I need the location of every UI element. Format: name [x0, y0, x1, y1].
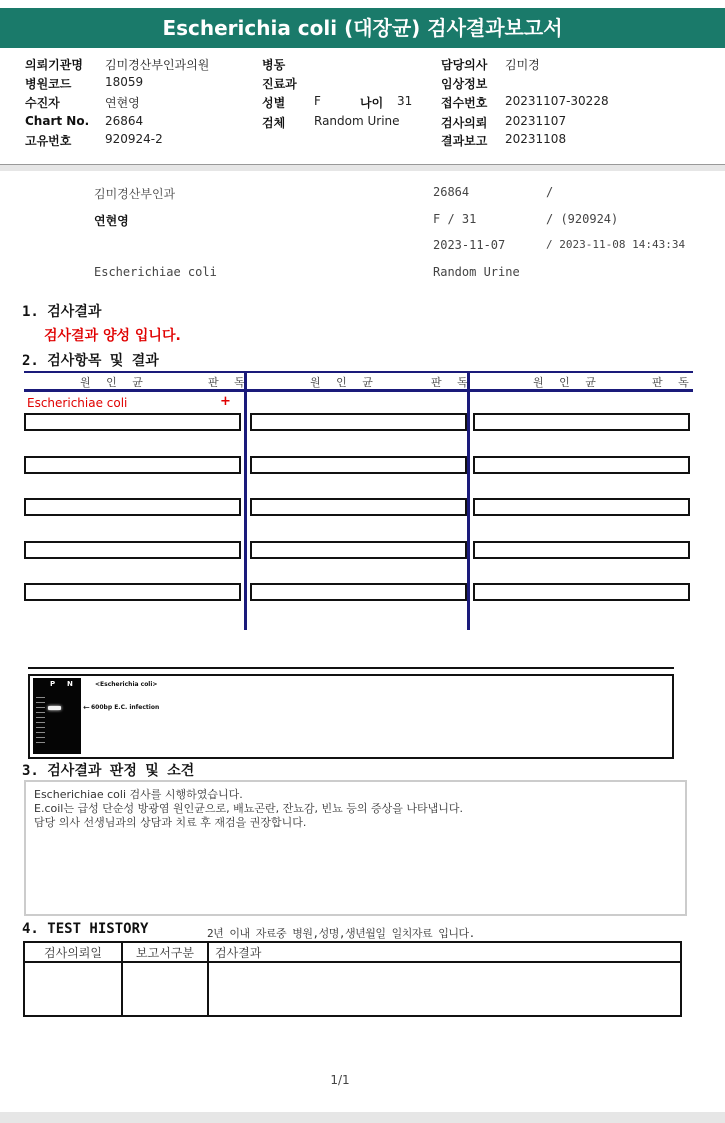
gel-caption: <Escherichia coli> — [95, 681, 158, 688]
result-box — [250, 456, 467, 474]
section4-title: 4. TEST HISTORY — [22, 921, 149, 937]
test-history-header-row — [24, 942, 681, 962]
result-box — [24, 498, 241, 516]
result-box — [250, 583, 467, 601]
result-box — [473, 413, 690, 431]
gel-lane-label-n: N — [67, 680, 73, 688]
label-clinical-info: 임상정보 — [441, 77, 488, 91]
col-header-judgement-1: 판 독 — [208, 376, 251, 389]
label-doctor: 담당의사 — [441, 58, 488, 72]
value-unique-id: 920924-2 — [105, 132, 163, 146]
gel-band-arrow-icon: ← — [83, 703, 90, 712]
result-box — [24, 456, 241, 474]
result-box — [24, 583, 241, 601]
result-positive-text: 검사결과 양성 입니다. — [44, 328, 181, 344]
summary-id: / (920924) — [546, 212, 619, 226]
header-gray-band — [0, 165, 725, 171]
table-cell — [122, 962, 208, 1016]
remarks-box — [24, 780, 687, 916]
result-box — [250, 498, 467, 516]
col-header-pathogen-1: 원 인 균 — [80, 376, 149, 389]
value-specimen: Random Urine — [314, 114, 400, 128]
result-box — [250, 413, 467, 431]
result-box — [473, 498, 690, 516]
label-patient: 수진자 — [25, 96, 60, 110]
gel-top-line — [28, 667, 674, 669]
label-sex: 성별 — [262, 96, 286, 110]
value-chart-no: 26864 — [105, 114, 144, 128]
col-report-type: 보고서구분 — [122, 942, 208, 962]
summary-chart: 26864 — [433, 185, 470, 199]
result-box — [250, 541, 467, 559]
summary-report-time: / 2023-11-08 14:43:34 — [546, 238, 686, 251]
value-request-date: 20231107 — [505, 114, 567, 128]
section3-title: 3. 검사결과 판정 및 소견 — [22, 763, 195, 779]
summary-slash: / — [546, 185, 554, 199]
result-item-name: Escherichiae coli — [27, 396, 128, 410]
label-unique-id: 고유번호 — [25, 134, 72, 148]
table-cell — [24, 962, 122, 1016]
label-hospital-code: 병원코드 — [25, 77, 72, 91]
gel-ladder — [36, 693, 45, 743]
value-receipt-no: 20231107-30228 — [505, 94, 609, 108]
label-chart-no: Chart No. — [25, 114, 90, 128]
section1-title: 1. 검사결과 — [22, 304, 102, 320]
remarks-line: 담당 의사 선생님과의 상담과 치료 후 재검을 권장합니다. — [34, 816, 307, 829]
footer-gray-band — [0, 1112, 725, 1123]
value-age: 31 — [397, 94, 413, 108]
summary-clinic: 김미경산부인과 — [94, 187, 176, 201]
summary-specimen: Random Urine — [433, 265, 520, 279]
label-receipt-no: 접수번호 — [441, 96, 488, 110]
col-test-result: 검사결과 — [208, 942, 681, 962]
value-sex: F — [314, 94, 321, 108]
result-box — [24, 541, 241, 559]
label-ward: 병동 — [262, 58, 286, 72]
gel-positive-band — [48, 706, 61, 710]
label-department: 진료과 — [262, 77, 297, 91]
label-report-date: 결과보고 — [441, 134, 488, 148]
results-table-top-border — [24, 371, 693, 373]
results-column-divider-2 — [467, 371, 470, 630]
test-history-empty-row — [24, 962, 681, 1016]
value-doctor: 김미경 — [505, 58, 540, 72]
page-number: 1/1 — [330, 1073, 350, 1087]
label-request-date: 검사의뢰 — [441, 116, 488, 130]
col-header-judgement-2: 판 독 — [431, 376, 474, 389]
result-box — [473, 541, 690, 559]
value-referring-institution: 김미경산부인과의원 — [105, 58, 210, 72]
summary-name: 연현영 — [94, 214, 129, 228]
summary-test: Escherichiae coli — [94, 265, 217, 279]
test-history-table — [23, 941, 682, 1017]
result-box — [473, 583, 690, 601]
remarks-line: Escherichiae coli 검사를 시행하였습니다. — [34, 788, 243, 801]
report-title: Escherichia coli (대장균) 검사결과보고서 — [0, 8, 725, 48]
result-box — [24, 413, 241, 431]
gel-lane-label-p: P — [50, 680, 56, 688]
label-specimen: 검체 — [262, 116, 286, 130]
header-info — [0, 48, 725, 158]
value-patient: 연현영 — [105, 96, 140, 110]
table-cell — [208, 962, 681, 1016]
value-hospital-code: 18059 — [105, 75, 144, 89]
summary-date: 2023-11-07 — [433, 238, 506, 252]
label-referring-institution: 의뢰기관명 — [25, 58, 83, 72]
result-item-value: + — [220, 394, 231, 409]
results-column-divider-1 — [244, 371, 247, 630]
value-report-date: 20231108 — [505, 132, 567, 146]
section4-note: 2년 이내 자료중 병원,성명,생년월일 일치자료 입니다. — [207, 927, 475, 940]
col-header-judgement-3: 판 독 — [652, 376, 695, 389]
col-header-pathogen-2: 원 인 균 — [310, 376, 379, 389]
label-age: 나이 — [360, 96, 384, 110]
result-box — [473, 456, 690, 474]
summary-sex-age: F / 31 — [433, 212, 477, 226]
gel-electrophoresis-image — [33, 678, 81, 754]
col-request-date: 검사의뢰일 — [24, 942, 122, 962]
col-header-pathogen-3: 원 인 균 — [533, 376, 602, 389]
gel-band-label: 600bp E.C. infection — [91, 704, 160, 711]
section2-title: 2. 검사항목 및 결과 — [22, 353, 159, 369]
remarks-line: E.coil는 급성 단순성 방광염 원인균으로, 배뇨곤란, 잔뇨감, 빈뇨 등의 증상을 나타냅니다. — [34, 802, 463, 815]
